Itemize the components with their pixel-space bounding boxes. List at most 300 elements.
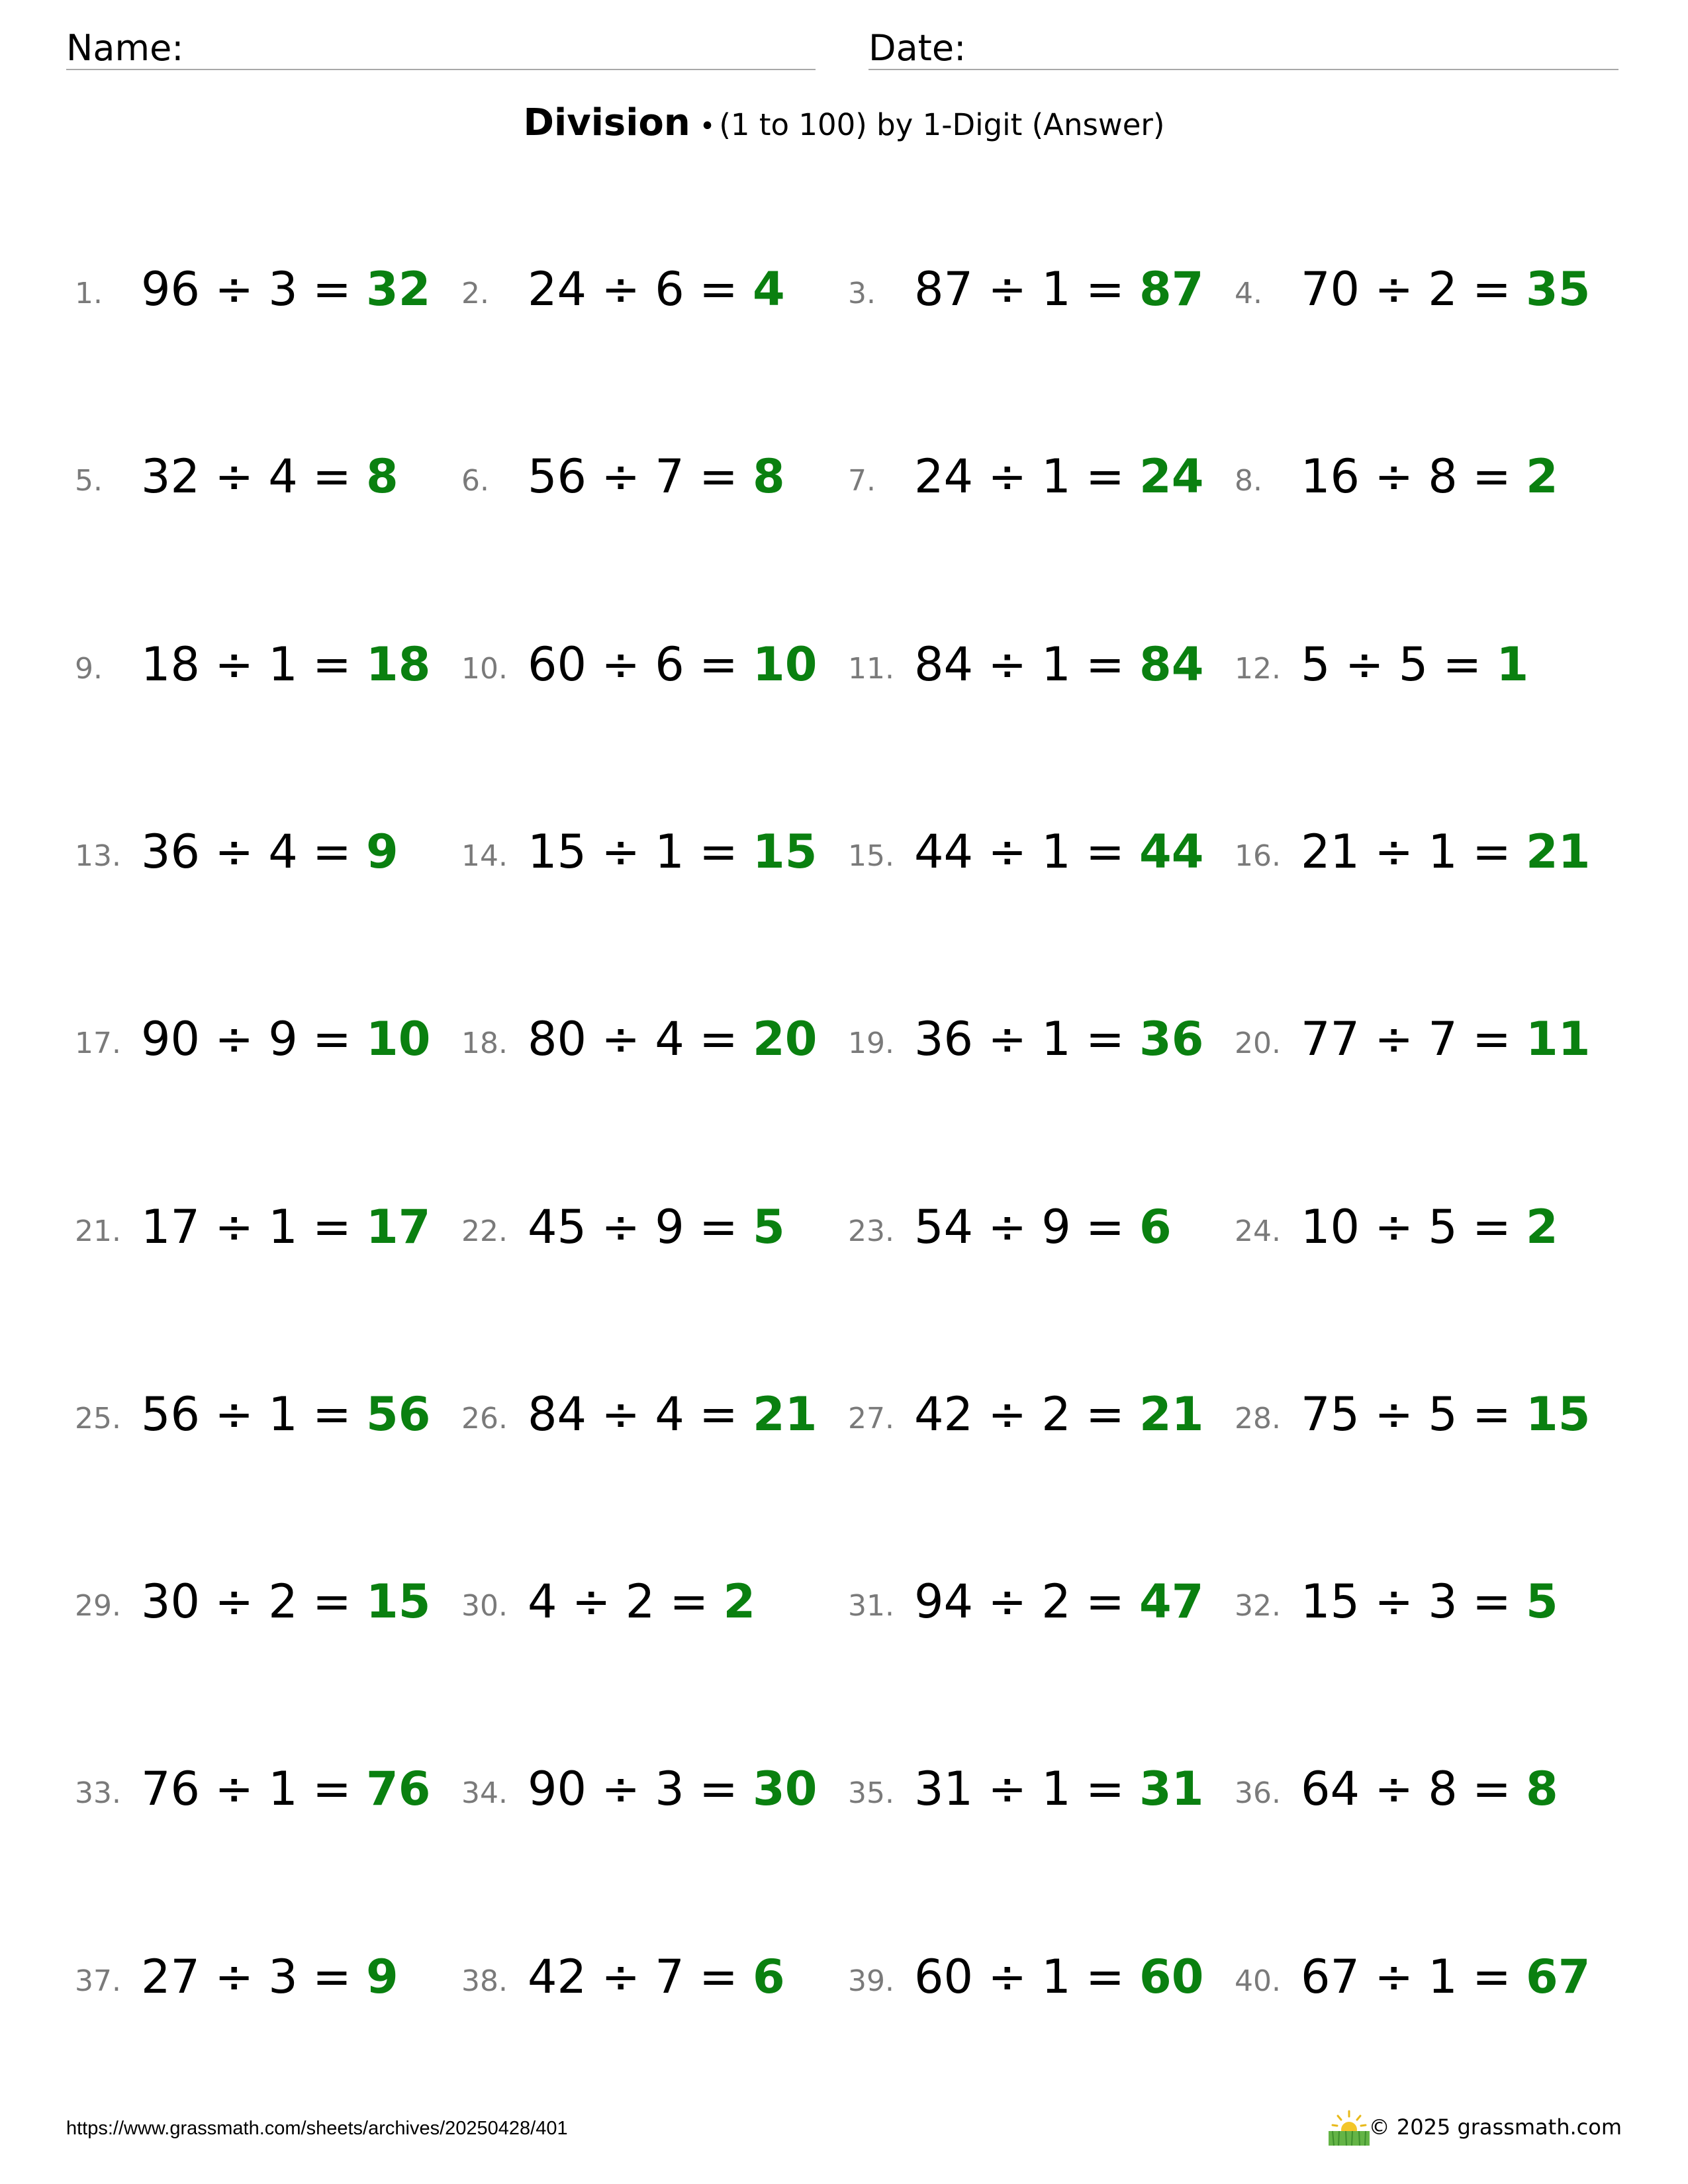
name-label: Name: xyxy=(66,27,184,69)
divisor: 1 xyxy=(1041,825,1071,879)
problem-number: 20. xyxy=(1235,1026,1281,1060)
equals-sign: = xyxy=(1086,262,1125,316)
dividend: 64 xyxy=(1301,1762,1360,1816)
problem-number: 8. xyxy=(1235,464,1262,498)
answer: 36 xyxy=(1139,1012,1204,1066)
dividend: 75 xyxy=(1301,1387,1360,1441)
dividend: 80 xyxy=(528,1012,587,1066)
answer: 15 xyxy=(753,825,818,879)
problem-expression xyxy=(914,1762,1204,1816)
dividend: 87 xyxy=(914,262,974,316)
division-sign: ÷ xyxy=(988,1762,1027,1816)
problem-item xyxy=(75,1946,445,2005)
problem-item xyxy=(461,1008,832,1068)
dividend: 60 xyxy=(528,637,587,692)
problem-expression xyxy=(914,1387,1204,1441)
answer: 76 xyxy=(366,1762,431,1816)
divisor: 9 xyxy=(655,1200,684,1254)
answer: 87 xyxy=(1139,262,1204,316)
division-sign: ÷ xyxy=(988,1950,1027,2004)
equals-sign: = xyxy=(1472,1387,1511,1441)
problem-item xyxy=(461,445,832,505)
equals-sign: = xyxy=(312,1762,352,1816)
problem-number: 30. xyxy=(461,1589,508,1623)
equals-sign: = xyxy=(1086,1200,1125,1254)
dividend: 5 xyxy=(1301,637,1331,692)
problem-expression xyxy=(141,825,399,879)
equals-sign: = xyxy=(1086,1762,1125,1816)
division-sign: ÷ xyxy=(988,825,1027,879)
divisor: 1 xyxy=(1428,825,1458,879)
problem-expression xyxy=(528,1200,785,1254)
problem-item xyxy=(75,445,445,505)
equals-sign: = xyxy=(312,1012,352,1066)
dividend: 76 xyxy=(141,1762,201,1816)
problem-number: 21. xyxy=(75,1214,121,1248)
division-sign: ÷ xyxy=(601,449,640,504)
problem-number: 18. xyxy=(461,1026,508,1060)
divisor: 1 xyxy=(268,1762,298,1816)
problem-expression xyxy=(1301,1950,1591,2004)
answer: 31 xyxy=(1139,1762,1204,1816)
answer: 10 xyxy=(366,1012,431,1066)
equals-sign: = xyxy=(699,1200,738,1254)
problem-number: 4. xyxy=(1235,277,1262,310)
problem-expression xyxy=(914,1574,1204,1629)
title-subtitle: (1 to 100) by 1-Digit (Answer) xyxy=(719,107,1165,142)
dividend: 18 xyxy=(141,637,201,692)
division-sign: ÷ xyxy=(1374,825,1413,879)
dividend: 67 xyxy=(1301,1950,1360,2004)
divisor: 1 xyxy=(268,1200,298,1254)
divisor: 7 xyxy=(1428,1012,1458,1066)
problem-number: 28. xyxy=(1235,1402,1281,1435)
problem-item xyxy=(461,821,832,880)
dividend: 56 xyxy=(141,1387,201,1441)
equals-sign: = xyxy=(1472,262,1511,316)
problem-expression xyxy=(141,1950,399,2004)
equals-sign: = xyxy=(1472,449,1511,504)
divisor: 1 xyxy=(1428,1950,1458,2004)
problem-item xyxy=(848,821,1219,880)
problem-number: 27. xyxy=(848,1402,894,1435)
equals-sign: = xyxy=(699,1762,738,1816)
problem-number: 2. xyxy=(461,277,489,310)
answer: 2 xyxy=(1526,1200,1558,1254)
problem-expression xyxy=(1301,449,1558,504)
answer: 21 xyxy=(1139,1387,1204,1441)
equals-sign: = xyxy=(312,1950,352,2004)
dividend: 24 xyxy=(914,449,974,504)
problem-expression xyxy=(1301,1012,1591,1066)
answer: 9 xyxy=(366,1950,399,2004)
division-sign: ÷ xyxy=(988,1574,1027,1629)
problem-item xyxy=(1235,1758,1605,1817)
divisor: 1 xyxy=(1041,1012,1071,1066)
problem-expression xyxy=(141,262,431,316)
division-sign: ÷ xyxy=(214,637,254,692)
division-sign: ÷ xyxy=(214,1574,254,1629)
problem-expression xyxy=(528,1574,756,1629)
equals-sign: = xyxy=(699,262,738,316)
division-sign: ÷ xyxy=(214,262,254,316)
answer: 8 xyxy=(1526,1762,1558,1816)
problem-expression xyxy=(914,1950,1204,2004)
divisor: 5 xyxy=(1428,1387,1458,1441)
dividend: 44 xyxy=(914,825,974,879)
problem-number: 33. xyxy=(75,1776,121,1810)
problem-item xyxy=(75,1383,445,1443)
division-sign: ÷ xyxy=(601,1200,640,1254)
equals-sign: = xyxy=(312,637,352,692)
problem-number: 22. xyxy=(461,1214,508,1248)
problem-item xyxy=(848,258,1219,318)
divisor: 2 xyxy=(1041,1574,1071,1629)
problem-item xyxy=(1235,1196,1605,1255)
problem-number: 11. xyxy=(848,652,894,686)
divisor: 1 xyxy=(1041,449,1071,504)
problem-item xyxy=(1235,445,1605,505)
problem-expression xyxy=(1301,1574,1558,1629)
problem-number: 26. xyxy=(461,1402,508,1435)
problem-item xyxy=(1235,821,1605,880)
division-sign: ÷ xyxy=(988,1387,1027,1441)
problem-expression xyxy=(914,449,1204,504)
dividend: 45 xyxy=(528,1200,587,1254)
division-sign: ÷ xyxy=(1374,1200,1413,1254)
dividend: 31 xyxy=(914,1762,974,1816)
problem-expression xyxy=(914,825,1204,879)
problem-item xyxy=(75,1758,445,1817)
division-sign: ÷ xyxy=(988,449,1027,504)
problem-expression xyxy=(914,1200,1172,1254)
equals-sign: = xyxy=(1472,825,1511,879)
problem-item xyxy=(848,633,1219,693)
equals-sign: = xyxy=(312,1387,352,1441)
problem-item xyxy=(848,1196,1219,1255)
problem-expression xyxy=(1301,1200,1558,1254)
problem-expression xyxy=(141,1200,431,1254)
problem-expression xyxy=(1301,262,1591,316)
problem-expression xyxy=(141,1012,431,1066)
answer: 11 xyxy=(1526,1012,1591,1066)
problem-number: 39. xyxy=(848,1964,894,1998)
divisor: 9 xyxy=(268,1012,298,1066)
problem-number: 1. xyxy=(75,277,103,310)
dividend: 36 xyxy=(914,1012,974,1066)
problem-expression xyxy=(528,1387,818,1441)
dividend: 36 xyxy=(141,825,201,879)
divisor: 1 xyxy=(1041,1950,1071,2004)
divisor: 6 xyxy=(655,262,684,316)
divisor: 7 xyxy=(655,449,684,504)
title-separator: • xyxy=(699,111,716,142)
problem-item xyxy=(461,1570,832,1630)
problem-item xyxy=(1235,1570,1605,1630)
equals-sign: = xyxy=(1472,1012,1511,1066)
dividend: 70 xyxy=(1301,262,1360,316)
problem-item xyxy=(848,1008,1219,1068)
divisor: 3 xyxy=(1428,1574,1458,1629)
division-sign: ÷ xyxy=(988,637,1027,692)
problem-item xyxy=(461,258,832,318)
dividend: 30 xyxy=(141,1574,201,1629)
answer: 67 xyxy=(1526,1950,1591,2004)
division-sign: ÷ xyxy=(1374,1574,1413,1629)
problem-number: 19. xyxy=(848,1026,894,1060)
problem-item xyxy=(75,1196,445,1255)
problem-number: 36. xyxy=(1235,1776,1281,1810)
problem-number: 38. xyxy=(461,1964,508,1998)
equals-sign: = xyxy=(1086,1012,1125,1066)
problem-expression xyxy=(141,637,431,692)
problem-expression xyxy=(528,1762,818,1816)
problem-item xyxy=(461,1383,832,1443)
division-sign: ÷ xyxy=(1374,449,1413,504)
problem-number: 24. xyxy=(1235,1214,1281,1248)
equals-sign: = xyxy=(312,1200,352,1254)
divisor: 2 xyxy=(625,1574,655,1629)
answer: 30 xyxy=(753,1762,818,1816)
answer: 10 xyxy=(753,637,818,692)
problem-item xyxy=(848,1383,1219,1443)
answer: 21 xyxy=(753,1387,818,1441)
problem-number: 37. xyxy=(75,1964,121,1998)
dividend: 4 xyxy=(528,1574,557,1629)
equals-sign: = xyxy=(1086,1574,1125,1629)
problem-item xyxy=(848,1758,1219,1817)
answer: 20 xyxy=(753,1012,818,1066)
problem-item xyxy=(75,633,445,693)
dividend: 77 xyxy=(1301,1012,1360,1066)
problem-item xyxy=(1235,1946,1605,2005)
answer: 17 xyxy=(366,1200,431,1254)
problem-expression xyxy=(528,637,818,692)
problem-expression xyxy=(141,1387,431,1441)
divisor: 4 xyxy=(268,449,298,504)
footer-url[interactable]: https://www.grassmath.com/sheets/archives/20250428/401 xyxy=(66,2118,568,2139)
problem-number: 5. xyxy=(75,464,103,498)
dividend: 84 xyxy=(914,637,974,692)
divisor: 5 xyxy=(1428,1200,1458,1254)
answer: 18 xyxy=(366,637,431,692)
problem-number: 31. xyxy=(848,1589,894,1623)
problem-number: 40. xyxy=(1235,1964,1281,1998)
problem-item xyxy=(1235,1383,1605,1443)
division-sign: ÷ xyxy=(1374,1950,1413,2004)
division-sign: ÷ xyxy=(214,1950,254,2004)
problem-item xyxy=(461,633,832,693)
dividend: 54 xyxy=(914,1200,974,1254)
divisor: 4 xyxy=(268,825,298,879)
dividend: 96 xyxy=(141,262,201,316)
division-sign: ÷ xyxy=(601,637,640,692)
dividend: 24 xyxy=(528,262,587,316)
problem-expression xyxy=(914,637,1204,692)
problem-item xyxy=(75,258,445,318)
title-main: Division xyxy=(523,101,690,144)
answer: 56 xyxy=(366,1387,431,1441)
problem-number: 34. xyxy=(461,1776,508,1810)
divisor: 2 xyxy=(1041,1387,1071,1441)
divisor: 1 xyxy=(1041,262,1071,316)
division-sign: ÷ xyxy=(601,1762,640,1816)
answer: 1 xyxy=(1496,637,1529,692)
dividend: 42 xyxy=(528,1950,587,2004)
problem-item xyxy=(848,1570,1219,1630)
divisor: 1 xyxy=(655,825,684,879)
equals-sign: = xyxy=(312,262,352,316)
equals-sign: = xyxy=(1472,1950,1511,2004)
dividend: 15 xyxy=(1301,1574,1360,1629)
divisor: 8 xyxy=(1428,449,1458,504)
dividend: 94 xyxy=(914,1574,974,1629)
division-sign: ÷ xyxy=(214,1200,254,1254)
answer: 35 xyxy=(1526,262,1591,316)
problem-number: 13. xyxy=(75,839,121,873)
equals-sign: = xyxy=(312,449,352,504)
equals-sign: = xyxy=(699,637,738,692)
problem-number: 32. xyxy=(1235,1589,1281,1623)
division-sign: ÷ xyxy=(601,1012,640,1066)
divisor: 9 xyxy=(1041,1200,1071,1254)
dividend: 56 xyxy=(528,449,587,504)
problem-number: 25. xyxy=(75,1402,121,1435)
answer: 44 xyxy=(1139,825,1204,879)
dividend: 90 xyxy=(528,1762,587,1816)
equals-sign: = xyxy=(1086,637,1125,692)
answer: 32 xyxy=(366,262,431,316)
divisor: 1 xyxy=(268,1387,298,1441)
dividend: 10 xyxy=(1301,1200,1360,1254)
problem-number: 15. xyxy=(848,839,894,873)
dividend: 84 xyxy=(528,1387,587,1441)
equals-sign: = xyxy=(1442,637,1482,692)
problem-item xyxy=(1235,1008,1605,1068)
dividend: 42 xyxy=(914,1387,974,1441)
problem-item xyxy=(1235,633,1605,693)
answer: 4 xyxy=(753,262,785,316)
equals-sign: = xyxy=(1472,1200,1511,1254)
problem-number: 14. xyxy=(461,839,508,873)
answer: 84 xyxy=(1139,637,1204,692)
problem-expression xyxy=(914,1012,1204,1066)
equals-sign: = xyxy=(312,1574,352,1629)
problem-number: 3. xyxy=(848,277,876,310)
answer: 15 xyxy=(1526,1387,1591,1441)
problem-expression xyxy=(141,1574,431,1629)
divisor: 1 xyxy=(268,637,298,692)
answer: 21 xyxy=(1526,825,1591,879)
division-sign: ÷ xyxy=(601,1950,640,2004)
division-sign: ÷ xyxy=(1374,1012,1413,1066)
problem-item xyxy=(848,445,1219,505)
problem-item xyxy=(1235,258,1605,318)
grass-sun-logo-icon xyxy=(1326,2109,1372,2148)
problem-expression xyxy=(528,449,785,504)
division-sign: ÷ xyxy=(1374,262,1413,316)
divisor: 4 xyxy=(655,1387,684,1441)
problem-item xyxy=(75,1008,445,1068)
problem-number: 7. xyxy=(848,464,876,498)
problem-expression xyxy=(141,1762,431,1816)
division-sign: ÷ xyxy=(1344,637,1384,692)
problem-number: 35. xyxy=(848,1776,894,1810)
division-sign: ÷ xyxy=(601,1387,640,1441)
problem-item xyxy=(75,1570,445,1630)
problem-expression xyxy=(914,262,1204,316)
division-sign: ÷ xyxy=(214,825,254,879)
problem-number: 9. xyxy=(75,652,103,686)
equals-sign: = xyxy=(1086,1950,1125,2004)
division-sign: ÷ xyxy=(601,262,640,316)
divisor: 3 xyxy=(655,1762,684,1816)
division-sign: ÷ xyxy=(1374,1762,1413,1816)
answer: 15 xyxy=(366,1574,431,1629)
problem-number: 6. xyxy=(461,464,489,498)
answer: 47 xyxy=(1139,1574,1204,1629)
equals-sign: = xyxy=(699,1012,738,1066)
dividend: 60 xyxy=(914,1950,974,2004)
problem-number: 10. xyxy=(461,652,508,686)
division-sign: ÷ xyxy=(214,1387,254,1441)
division-sign: ÷ xyxy=(1374,1387,1413,1441)
footer-copyright: © 2025 grassmath.com xyxy=(1368,2115,1622,2140)
dividend: 32 xyxy=(141,449,201,504)
division-sign: ÷ xyxy=(214,1012,254,1066)
problem-expression xyxy=(528,1012,818,1066)
problem-item xyxy=(848,1946,1219,2005)
problem-number: 16. xyxy=(1235,839,1281,873)
division-sign: ÷ xyxy=(601,825,640,879)
problem-item xyxy=(461,1196,832,1255)
equals-sign: = xyxy=(699,449,738,504)
divisor: 2 xyxy=(268,1574,298,1629)
problem-expression xyxy=(1301,1387,1591,1441)
division-sign: ÷ xyxy=(988,262,1027,316)
division-sign: ÷ xyxy=(571,1574,611,1629)
date-label: Date: xyxy=(868,27,966,69)
equals-sign: = xyxy=(699,1387,738,1441)
division-sign: ÷ xyxy=(988,1200,1027,1254)
equals-sign: = xyxy=(1086,1387,1125,1441)
problem-expression xyxy=(1301,1762,1558,1816)
equals-sign: = xyxy=(699,825,738,879)
answer: 8 xyxy=(753,449,785,504)
answer: 6 xyxy=(1139,1200,1172,1254)
problem-expression xyxy=(1301,825,1591,879)
answer: 2 xyxy=(723,1574,756,1629)
equals-sign: = xyxy=(312,825,352,879)
divisor: 5 xyxy=(1398,637,1429,692)
equals-sign: = xyxy=(1472,1574,1511,1629)
dividend: 90 xyxy=(141,1012,201,1066)
divisor: 7 xyxy=(655,1950,684,2004)
problem-expression xyxy=(1301,637,1529,692)
problem-number: 29. xyxy=(75,1589,121,1623)
problem-number: 12. xyxy=(1235,652,1281,686)
equals-sign: = xyxy=(1086,449,1125,504)
answer: 8 xyxy=(366,449,399,504)
answer: 9 xyxy=(366,825,399,879)
answer: 5 xyxy=(753,1200,785,1254)
equals-sign: = xyxy=(1472,1762,1511,1816)
problem-number: 23. xyxy=(848,1214,894,1248)
problem-expression xyxy=(528,262,785,316)
division-sign: ÷ xyxy=(214,449,254,504)
divisor: 4 xyxy=(655,1012,684,1066)
dividend: 27 xyxy=(141,1950,201,2004)
